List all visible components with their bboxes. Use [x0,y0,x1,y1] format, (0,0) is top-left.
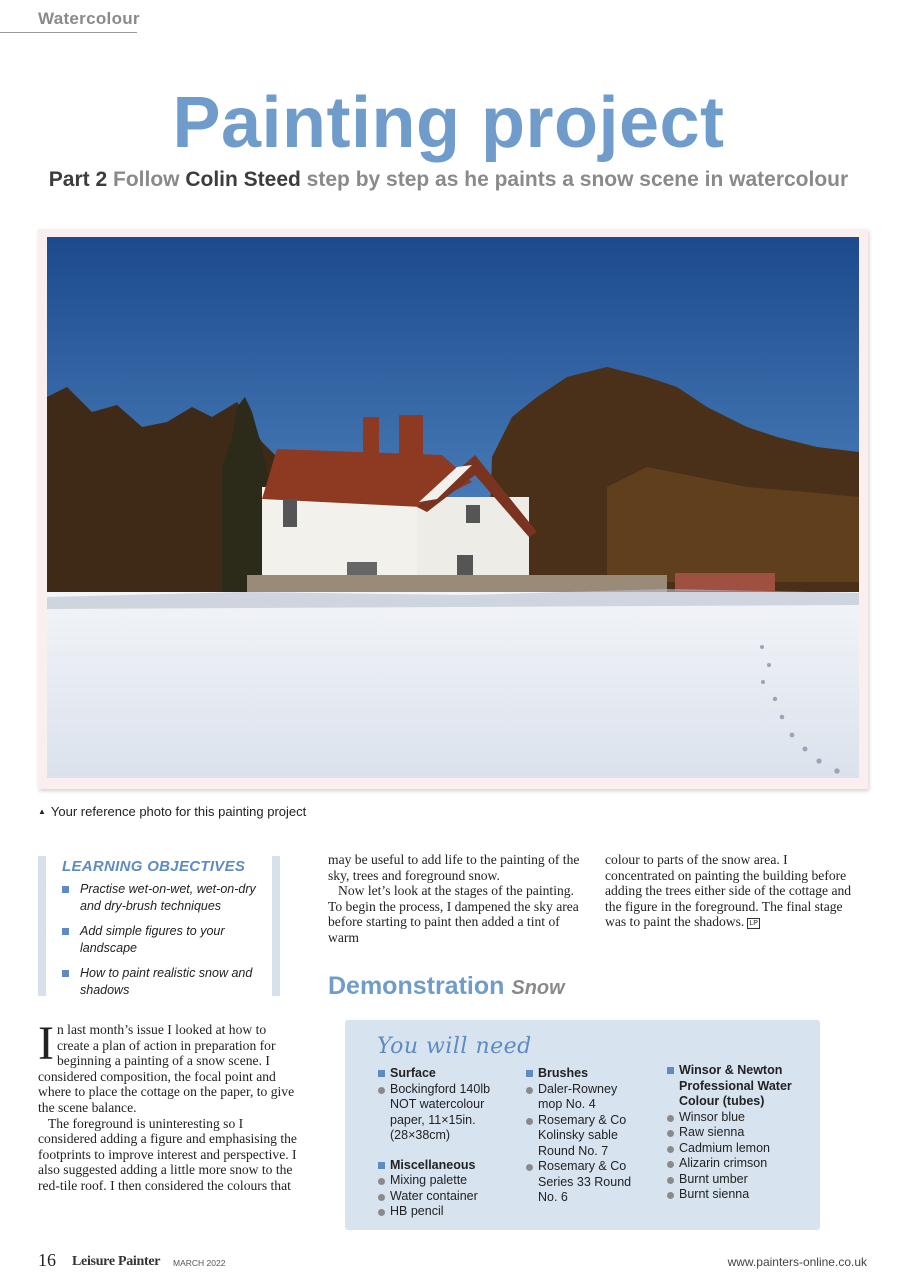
page-number: 16 [38,1250,56,1270]
misc-item [378,1189,518,1205]
paints-heading-text: Winsor & Newton Professional Water Colour (tubes) [679,1063,792,1108]
paint-item-text: Raw sienna [679,1125,745,1139]
red-wall [675,573,775,591]
subtitle-part: Part 2 [48,168,108,191]
paint-item [667,1110,807,1126]
snow-field [47,592,859,778]
end-mark-icon: LP [749,920,758,928]
magazine-name: Leisure Painter [72,1254,161,1269]
round-bullet-icon [378,1178,385,1185]
paint-item-text: Winsor blue [679,1109,745,1124]
paint-item [667,1172,807,1188]
learning-objective-item [62,965,272,999]
article-subtitle [0,168,897,192]
body-paragraph-2-cont: may be useful to add life to the painting of the sky, trees and foreground snow. [328,852,580,883]
brush-item-text: Rosemary & Co Kolinsky sable Round No. 7 [538,1112,627,1158]
round-bullet-icon [667,1161,674,1168]
surface-heading-text: Surface [390,1066,436,1080]
reference-photo-frame [38,229,868,789]
body-column-3 [605,852,857,930]
misc-item-text: Mixing palette [390,1173,468,1187]
learning-objective-item [62,923,272,957]
misc-heading-text: Miscellaneous [390,1157,476,1172]
body-paragraph-2: The foreground is uninteresting so I considered adding a figure and emphasising the footprints to improve interest and perspective. I also suggested adding a little more snow to the red-tile roof. I then considered the colours that [38,1115,297,1193]
subtitle-follow: Follow [107,168,186,191]
round-bullet-icon [378,1209,385,1216]
paint-item [667,1125,807,1141]
square-bullet-icon [378,1162,385,1169]
chimney-right [399,415,423,455]
subtitle-rest: step by step as he paints a snow scene in watercolour [300,168,849,191]
brush-item-text: Rosemary & Co Series 33 Round No. 6 [538,1159,632,1204]
brush-item [526,1113,641,1160]
paint-item-text: Alizarin crimson [679,1156,768,1170]
square-bullet-icon [62,928,69,935]
section-tag: Watercolour [38,9,140,28]
paints-heading [667,1063,807,1110]
chimney-left [363,417,379,455]
article-title: Painting project [172,83,725,163]
round-bullet-icon [667,1177,674,1184]
round-bullet-icon [667,1115,674,1122]
section-rule [0,32,137,33]
paint-item [667,1141,807,1157]
surface-heading [378,1066,518,1082]
subtitle-author: Colin Steed [185,168,301,191]
demonstration-subtitle: Snow [511,977,565,999]
website-url: www.painters-online.co.uk [727,1255,867,1269]
paragraph-1-text: n last month’s issue I looked at how to create a plan of action in preparation for beginning a painting of a snow scene. I considered composition, the focal point and where to place the cottage on the paper, to give the scene balance. [38,1022,295,1115]
surface-item-text: Bockingford 140lb NOT watercolour paper, 11×15in. (28×38cm) [390,1081,491,1142]
brushes-heading [526,1066,641,1082]
body-paragraph-1 [38,1017,300,1116]
reference-photo [47,237,859,778]
needs-column-1 [378,1066,518,1220]
issue-date: MARCH 2022 [173,1258,226,1268]
paint-item [667,1156,807,1172]
square-bullet-icon [62,886,69,893]
brush-item [526,1082,641,1113]
body-paragraph-3: Now let’s look at the stages of the painting. To begin the process, I dampened the sky area before starting to paint then added a tint of warm [328,883,579,945]
learning-objectives-box [38,856,280,996]
square-bullet-icon [526,1070,533,1077]
photo-caption [38,804,306,819]
misc-item-text: HB pencil [390,1204,444,1218]
caption-text: Your reference photo for this painting project [50,804,307,819]
body-column-2 [328,852,580,946]
learning-objectives-title: LEARNING OBJECTIVES [62,858,246,875]
demonstration-title: Demonstration [328,972,505,1000]
round-bullet-icon [526,1087,533,1094]
body-column-1 [38,1017,300,1194]
paint-item-text: Cadmium lemon [679,1140,771,1155]
learning-objective-text: How to paint realistic snow and shadows [80,966,253,997]
needs-column-3 [667,1063,807,1203]
you-will-need-box [345,1020,820,1230]
round-bullet-icon [667,1130,674,1137]
drop-cap: I [38,1017,54,1070]
round-bullet-icon [526,1164,533,1171]
learning-objective-text: Practise wet-on-wet, wet-on-dry and dry-brush techniques [80,882,256,913]
brush-item-text: Daler-Rowney mop No. 4 [538,1081,618,1111]
round-bullet-icon [378,1194,385,1201]
misc-item-text: Water container [390,1188,478,1203]
brushes-heading-text: Brushes [538,1066,589,1080]
body-paragraph-3-cont: colour to parts of the snow area. I concentrated on painting the building before adding the trees either side of the cottage and the figure in the foreground. The final stage was to paint the shadows. LP [605,852,852,930]
square-bullet-icon [378,1070,385,1077]
learning-objective-item [62,881,272,915]
round-bullet-icon [667,1146,674,1153]
misc-item [378,1204,518,1220]
learning-objective-text: Add simple figures to your landscape [80,924,225,955]
learning-objectives-list [62,881,272,999]
paint-item [667,1187,807,1203]
square-bullet-icon [62,970,69,977]
paint-item-text: Burnt umber [679,1171,748,1186]
needs-column-2 [526,1066,641,1206]
paint-item-text: Burnt sienna [679,1187,750,1201]
misc-item [378,1173,518,1189]
demonstration-heading [328,972,565,1001]
caption-triangle-icon: ▲ [38,807,46,816]
surface-item [378,1082,518,1144]
square-bullet-icon [667,1067,674,1074]
you-will-need-title: You will need [377,1034,532,1059]
round-bullet-icon [667,1192,674,1199]
round-bullet-icon [526,1118,533,1125]
round-bullet-icon [378,1087,385,1094]
brush-item [526,1159,641,1206]
misc-heading [378,1158,518,1174]
